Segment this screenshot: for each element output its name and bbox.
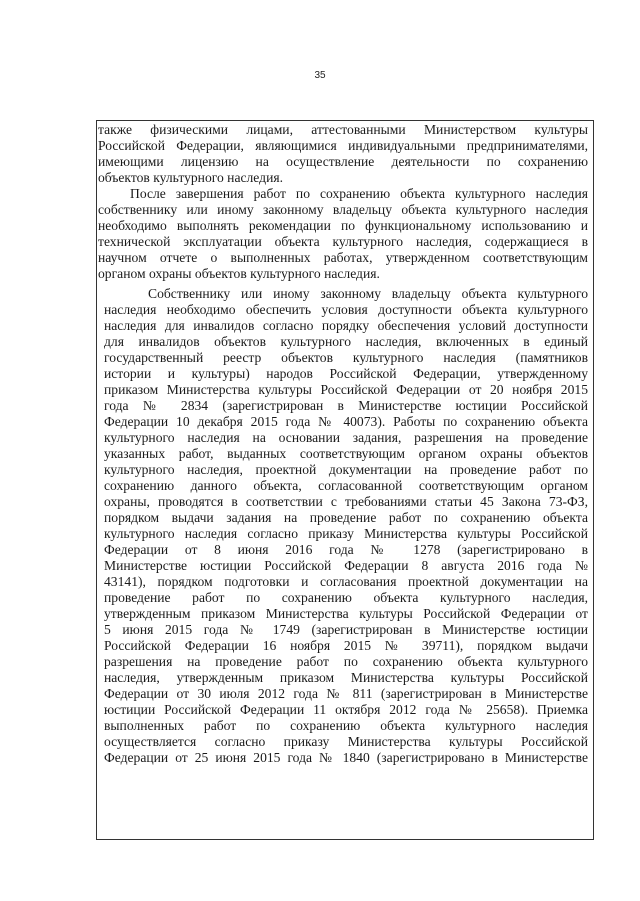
text-line: Собственнику или иному законному владельцу объекта культурного	[148, 286, 588, 301]
frame-left-border	[96, 120, 97, 840]
text-line: истории и культуры) народов Российской Федерации, утвержденному	[104, 366, 588, 381]
frame-bottom-border	[96, 839, 594, 840]
frame-top-border	[96, 120, 594, 121]
text-line: культурного наследия согласно приказу Министерства культуры Российской	[104, 526, 588, 541]
text-line: культурного наследия на основании задания, разрешения на проведение	[104, 430, 588, 445]
text-line: Федерации от 8 июня 2016 года № 1278 (зарегистрировано в	[104, 542, 588, 557]
text-line: Российской Федерации, являющимися индивидуальными предпринимателями,	[98, 138, 588, 153]
text-line: Федерации 10 декабря 2015 года № 40073). Работы по сохранению объекта	[104, 414, 588, 429]
text-line: проведение работ по сохранению объекта культурного наследия,	[104, 590, 588, 605]
text-line: государственный реестр объектов культурного наследия (памятников	[104, 350, 588, 365]
text-line: После завершения работ по сохранению объекта культурного наследия	[130, 186, 588, 201]
text-line: наследия для инвалидов согласно порядку обеспечения условий доступности	[104, 318, 588, 333]
text-line: Министерстве юстиции Российской Федерации 8 августа 2016 года №	[104, 558, 588, 573]
text-line: Федерации от 30 июля 2012 года № 811 (зарегистрирован в Министерстве	[104, 686, 588, 701]
page-number: 35	[314, 70, 326, 81]
text-line: 43141), порядком подготовки и согласования проектной документации на	[104, 574, 588, 589]
text-line: Российской Федерации 16 ноября 2015 № 39711), порядком выдачи	[104, 638, 588, 653]
text-line: научном отчете о выполненных работах, утвержденном соответствующим	[98, 250, 588, 265]
text-line: года № 2834 (зарегистрирован в Министерстве юстиции Российской	[104, 398, 588, 413]
text-line: культурного наследия, проектной документации на проведение работ по	[104, 462, 588, 477]
text-line: наследия, утвержденным приказом Министерства культуры Российской	[104, 670, 588, 685]
text-line: необходимо выполнять рекомендации по функциональному использованию и	[98, 218, 588, 233]
text-line: утвержденным приказом Министерства культуры Российской Федерации от	[104, 606, 588, 621]
text-line: органом охраны объектов культурного наследия.	[98, 266, 380, 281]
text-line: 5 июня 2015 года № 1749 (зарегистрирован в Министерстве юстиции	[104, 622, 588, 637]
text-line: наследия необходимо обеспечить условия доступности объекта культурного	[104, 302, 588, 317]
text-line: имеющими лицензию на осуществление деятельности по сохранению	[98, 154, 588, 169]
text-line: сохранению данного объекта, согласованной соответствующим органом	[104, 478, 588, 493]
text-line: указанных работ, выданных соответствующим органом охраны объектов	[104, 446, 588, 461]
text-line: осуществляется согласно приказу Министерства культуры Российской	[104, 734, 588, 749]
text-line: разрешения на проведение работ по сохранению объекта культурного	[104, 654, 588, 669]
text-line: также физическими лицами, аттестованными Министерством культуры	[98, 122, 588, 137]
text-line: Федерации от 25 июня 2015 года № 1840 (зарегистрировано в Министерстве	[104, 750, 588, 765]
text-line: охраны, проводятся в соответствии с требованиями статьи 45 Закона 73-ФЗ,	[104, 494, 588, 509]
text-line: порядком выдачи задания на проведение работ по сохранению объекта	[104, 510, 588, 525]
text-line: для инвалидов объектов культурного наследия, включенных в единый	[104, 334, 588, 349]
text-line: приказом Министерства культуры Российской Федерации от 20 ноября 2015	[104, 382, 588, 397]
text-line: собственнику или иному законному владельцу объекта культурного наследия	[98, 202, 588, 217]
frame-right-border	[593, 120, 594, 840]
text-line: юстиции Российской Федерации 11 октября 2012 года № 25658). Приемка	[104, 702, 588, 717]
text-line: объектов культурного наследия.	[98, 170, 283, 185]
text-line: выполненных работ по сохранению объекта культурного наследия	[104, 718, 588, 733]
text-line: технической эксплуатации объекта культурного наследия, содержащиеся в	[98, 234, 588, 249]
